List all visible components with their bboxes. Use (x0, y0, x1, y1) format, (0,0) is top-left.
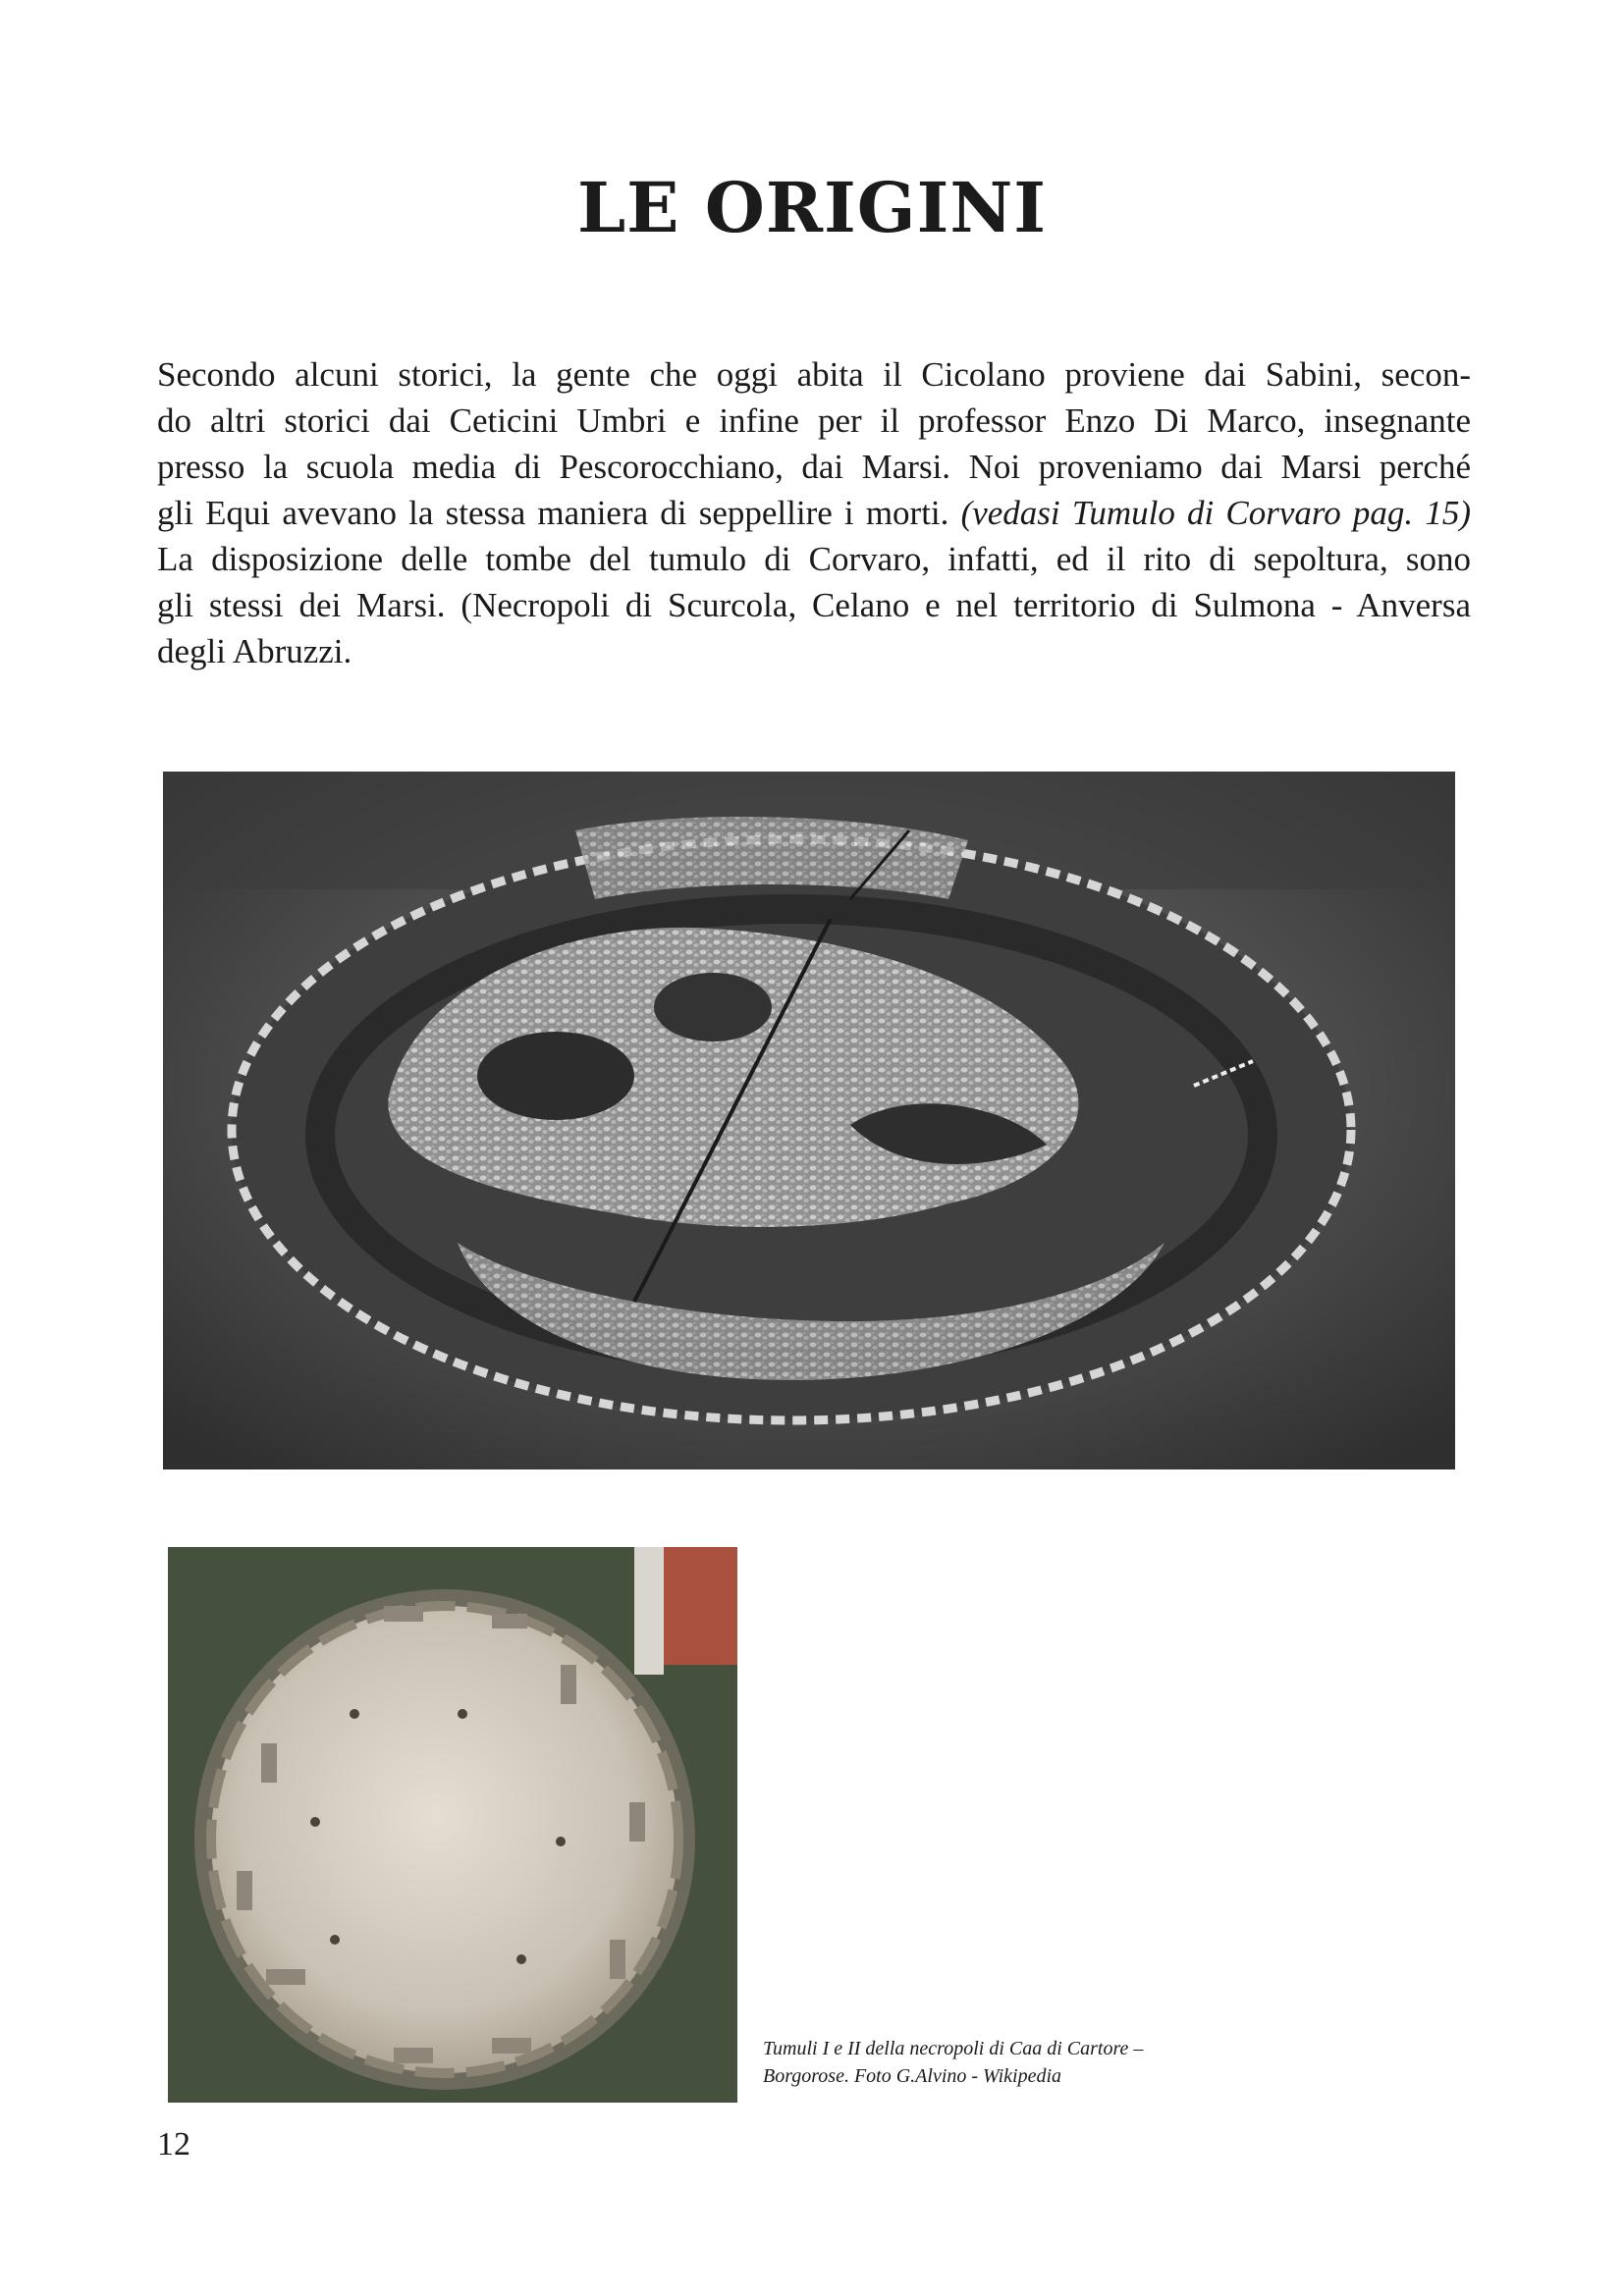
caption-line: Tumuli I e II della necropoli di Caa di Cartore – (763, 2038, 1144, 2059)
page-reference: (vedasi Tumulo di Corvaro pag. 15) (960, 494, 1471, 532)
page-title: LE ORIGINI (576, 167, 1048, 248)
caption-line: Borgorose. Foto G.Alvino - Wikipedia (763, 2065, 1062, 2087)
paragraph-line: do altri storici dai Ceticini Umbri e infine per il professor Enzo Di Marco, insegnante (157, 401, 1471, 440)
paragraph-line: degli Abruzzi. (157, 632, 352, 670)
tumulus-photo-color (168, 1547, 737, 2103)
paragraph-line: gli stessi dei Marsi. (Necropoli di Scurcola, Celano e nel territorio di Sulmona - Anversa (157, 586, 1471, 624)
paragraph-line: Secondo alcuni storici, la gente che oggi abita il Cicolano proviene dai Sabini, secon- (157, 355, 1471, 394)
tumulus-photo-color-image (168, 1547, 737, 2103)
paragraph-line-with-reference (157, 490, 1471, 536)
paragraph-line: presso la scuola media di Pescorocchiano, dai Marsi. Noi proveniamo dai Marsi perché (157, 448, 1471, 486)
tumulus-photo-bw (163, 772, 1455, 1469)
paragraph-line: La disposizione delle tombe del tumulo di Corvaro, infatti, ed il rito di sepoltura, sono (157, 540, 1471, 578)
photo-caption (763, 2035, 1313, 2090)
intro-paragraph (157, 351, 1471, 674)
paragraph-text: gli Equi avevano la stessa maniera di seppellire i morti. (157, 494, 961, 532)
page-number: 12 (157, 2126, 190, 2163)
tumulus-photo-bw-image (163, 772, 1455, 1469)
